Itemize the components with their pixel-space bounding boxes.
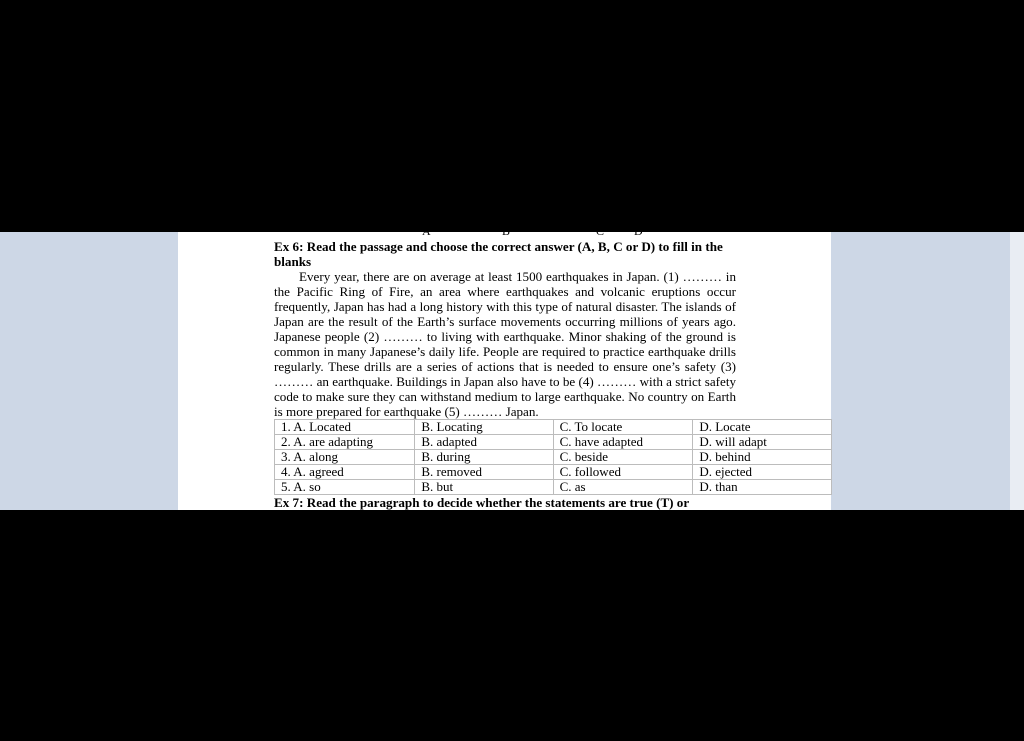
exercise-6-title: Ex 6: Read the passage and choose the correct answer (A, B, C or D) to fill in the blanks xyxy=(274,239,723,269)
option-cell: D. behind xyxy=(693,450,832,465)
option-cell: C. followed xyxy=(553,465,693,480)
option-cell: C. beside xyxy=(553,450,693,465)
option-cell: D. Locate xyxy=(693,420,832,435)
letter-c: C xyxy=(596,224,605,238)
option-cell: 3. A. along xyxy=(275,450,415,465)
letter-d: D xyxy=(634,224,643,238)
option-cell: C. as xyxy=(553,480,693,495)
option-cell: C. have adapted xyxy=(553,435,693,450)
option-cell: 5. A. so xyxy=(275,480,415,495)
option-cell: B. adapted xyxy=(415,435,553,450)
document-viewport xyxy=(0,224,1024,510)
table-row xyxy=(275,480,832,495)
page-content xyxy=(274,224,767,510)
answer-options-table xyxy=(274,419,832,495)
option-cell: 1. A. Located xyxy=(275,420,415,435)
table-row xyxy=(275,420,832,435)
table-row xyxy=(275,465,832,480)
option-cell: 4. A. agreed xyxy=(275,465,415,480)
option-cell: B. Locating xyxy=(415,420,553,435)
table-row xyxy=(275,435,832,450)
letter-a: A xyxy=(422,224,431,238)
option-cell: D. ejected xyxy=(693,465,832,480)
option-cell: 2. A. are adapting xyxy=(275,435,415,450)
option-cell: C. To locate xyxy=(553,420,693,435)
previous-line-fragment xyxy=(274,224,736,239)
option-cell: B. during xyxy=(415,450,553,465)
exercise-7-title: Ex 7: Read the paragraph to decide whether the statements are true (T) or xyxy=(274,495,690,510)
option-cell: D. will adapt xyxy=(693,435,832,450)
letter-b: B xyxy=(502,224,511,238)
option-cell: B. but xyxy=(415,480,553,495)
option-cell: D. than xyxy=(693,480,832,495)
scrollbar-track[interactable] xyxy=(1010,232,1024,510)
document-page xyxy=(178,224,831,510)
table-row xyxy=(275,450,832,465)
exercise-6-passage: Every year, there are on average at least 1500 earthquakes in Japan. (1) ……… in the Pacific Ring of Fire, an area where earthquakes and volcanic eruptions occur frequently, Japan has had a long history with this type of natural disaster. The islands of Japan are the result of the Earth’s surface movements occurring millions of years ago. Japanese people (2) ……… to living with earthquake. Minor shaking of the ground is common in many Japanese’s daily life. People are required to practice earthquake drills regularly. These drills are a series of actions that is needed to ensure one’s safety (3) ……… an earthquake. Buildings in Japan also have to be (4) ……… with a strict safety code to make sure they can withstand medium to large earthquake. No country on Earth is more prepared for earthquake (5) ……… Japan. xyxy=(274,269,736,419)
option-cell: B. removed xyxy=(415,465,553,480)
